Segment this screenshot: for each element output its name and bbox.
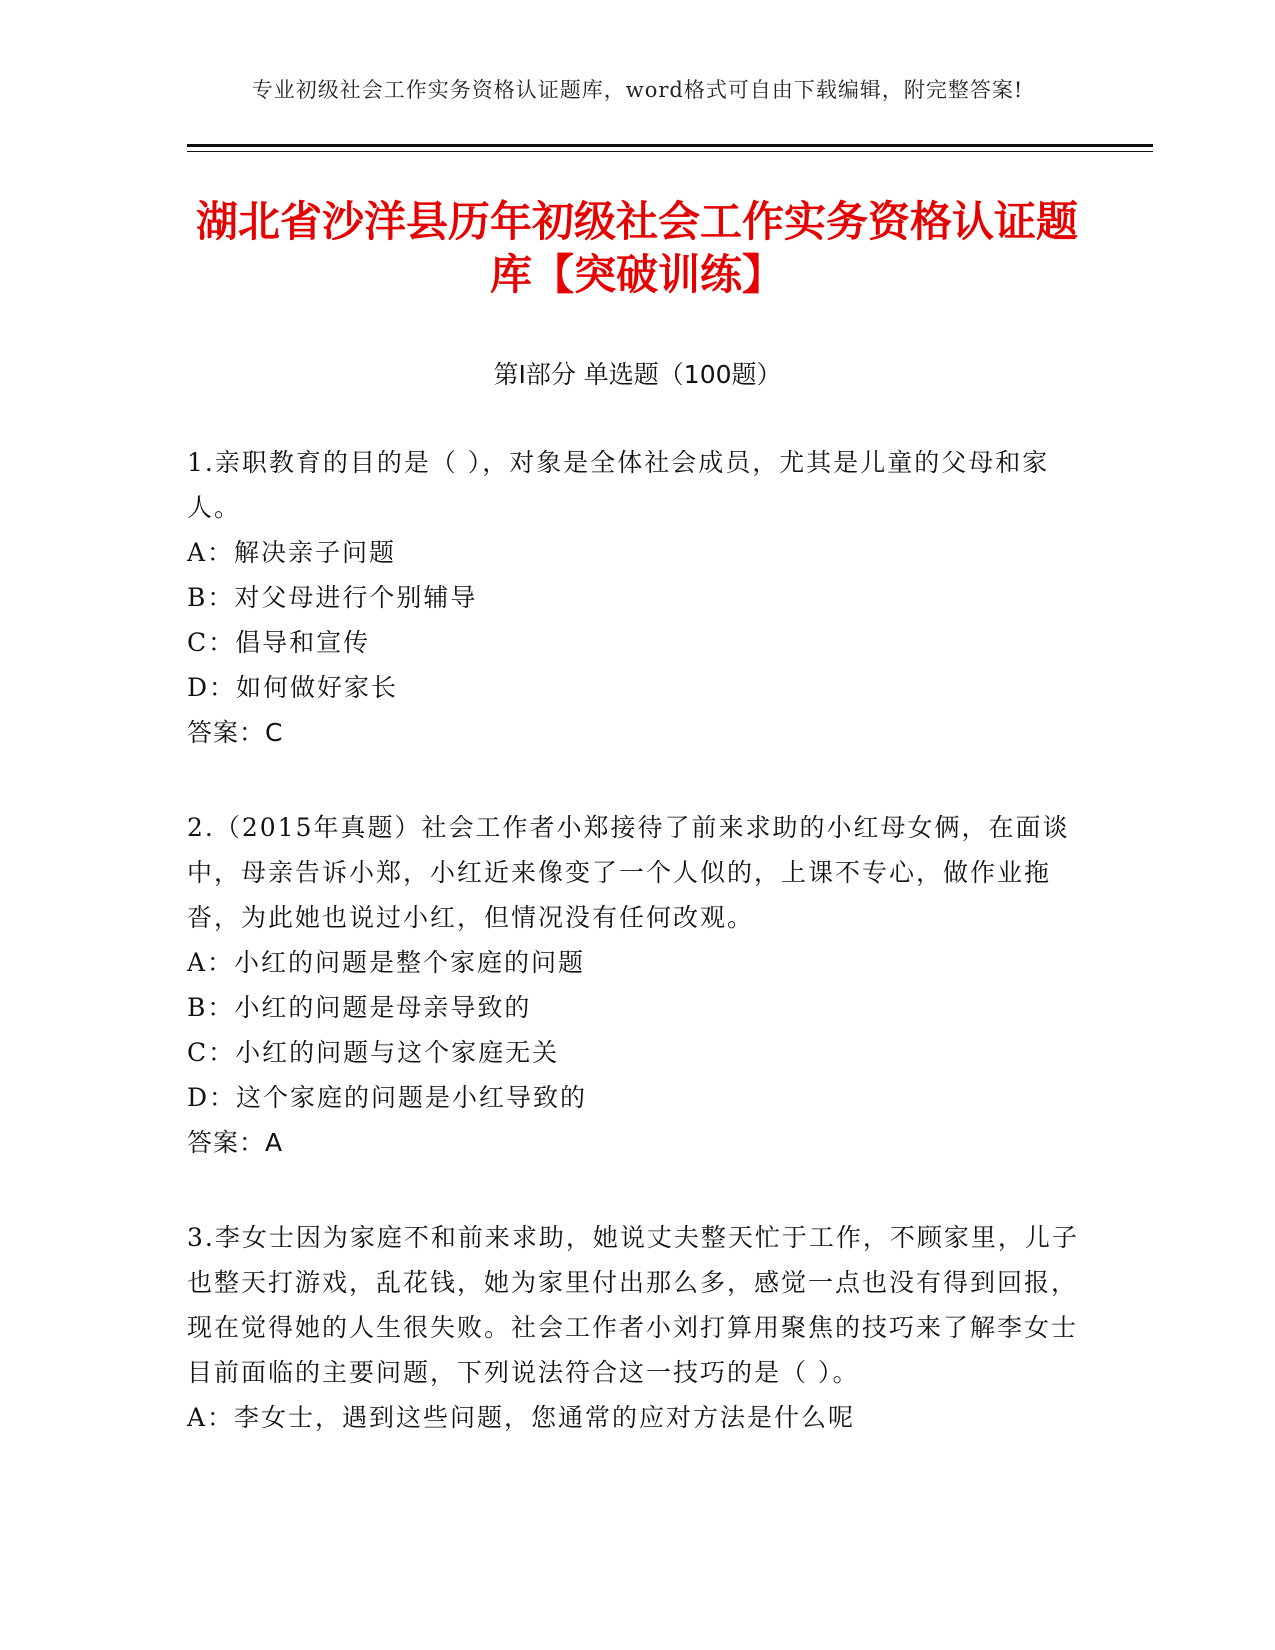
option-b: B：对父母进行个别辅导 bbox=[187, 583, 478, 612]
header-rule-thin bbox=[187, 151, 1153, 152]
option-d: D：这个家庭的问题是小红导致的 bbox=[187, 1083, 588, 1112]
answer: 答案：C bbox=[187, 718, 284, 747]
question-1 bbox=[187, 440, 1087, 755]
section-heading: 第I部分 单选题（100题） bbox=[493, 360, 782, 389]
option-a: A：李女士，遇到这些问题，您通常的应对方法是什么呢 bbox=[187, 1403, 856, 1432]
question-stem: 2.（2015年真题）社会工作者小郑接待了前来求助的小红母女俩，在面谈中，母亲告诉小郑，小红近来像变了一个人似的，上课不专心，做作业拖沓，为此她也说过小红，但情况没有任何改观。 bbox=[187, 813, 1070, 932]
question-stem: 1.亲职教育的目的是（ ），对象是全体社会成员，尤其是儿童的父母和家人。 bbox=[187, 448, 1050, 522]
option-b: B：小红的问题是母亲导致的 bbox=[187, 993, 532, 1022]
option-c: C：倡导和宣传 bbox=[187, 628, 371, 657]
question-stem: 3.李女士因为家庭不和前来求助，她说丈夫整天忙于工作，不顾家里，儿子也整天打游戏，乱花钱，她为家里付出那么多，感觉一点也没有得到回报，现在觉得她的人生很失败。社会工作者小刘打算用聚焦的技巧来了解李女士目前面临的主要问题，下列说法符合这一技巧的是（ ）。 bbox=[187, 1223, 1079, 1387]
option-c: C：小红的问题与这个家庭无关 bbox=[187, 1038, 560, 1067]
answer: 答案：A bbox=[187, 1128, 284, 1157]
document-title: 湖北省沙洋县历年初级社会工作实务资格认证题库【突破训练】 bbox=[195, 197, 1078, 299]
question-2 bbox=[187, 805, 1087, 1165]
header-rule-thick bbox=[187, 144, 1153, 147]
question-list bbox=[187, 440, 1087, 1490]
option-a: A：小红的问题是整个家庭的问题 bbox=[187, 948, 586, 977]
option-a: A：解决亲子问题 bbox=[187, 538, 397, 567]
question-3 bbox=[187, 1215, 1087, 1440]
option-d: D：如何做好家长 bbox=[187, 673, 399, 702]
header-note: 专业初级社会工作实务资格认证题库，word格式可自由下载编辑，附完整答案! bbox=[251, 78, 1024, 102]
